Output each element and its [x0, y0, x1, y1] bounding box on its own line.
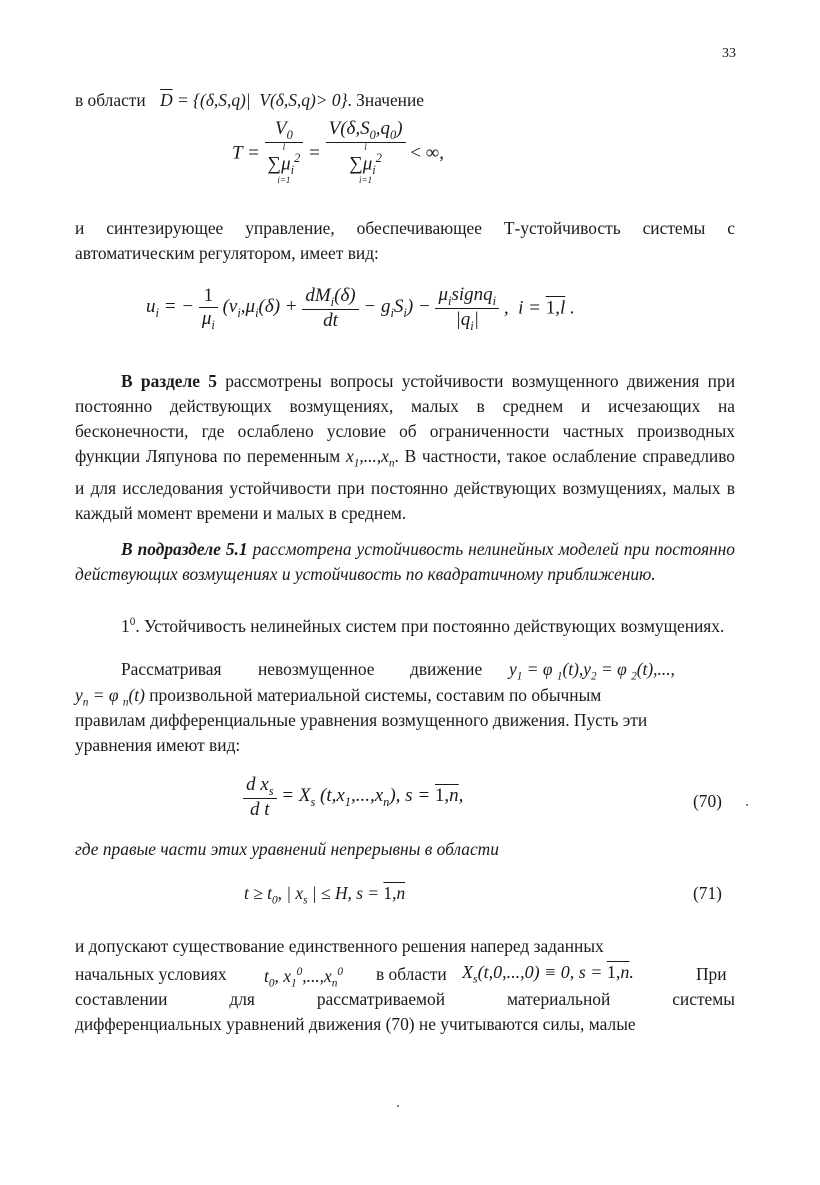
region-formula: $X_s(t,0,...,0) \equiv 0$, s = 1,n.: [462, 962, 634, 986]
synthesis-paragraph: и синтезирующее управление, обеспечивающее Т-устойчивость системы с автоматическим регулятором, имеет вид:: [75, 218, 735, 263]
t-formula: T = $V_0$ l $\sum\mu_i^2$ i=1 = $V(\delta,S_0,q_0)$ l $\sum\mu_i^2$ i=1 < ∞,: [232, 118, 445, 186]
where-paragraph: где правые части этих уравнений непрерывны в области: [75, 839, 499, 859]
consider-line2-text: произвольной материальной системы, составим по обычным: [144, 685, 602, 705]
domain-prefix: в области: [75, 90, 146, 110]
consider-w2: невозмущенное: [258, 659, 375, 679]
section5-paragraph: [75, 369, 735, 526]
domain-line: [75, 88, 735, 113]
item1-paragraph: $1^0$. Устойчивость нелинейных систем при постоянно действующих возмущениях.: [121, 615, 725, 636]
allow-line4: дифференциальных уравнений движения (70) не учитываются силы, малые: [75, 1014, 636, 1034]
consider-line3: правилам дифференциальные уравнения возмущенного движения. Пусть эти: [75, 710, 648, 730]
vars-formula: $x_1,...,x_n$: [346, 446, 395, 470]
domain-suffix: . Значение: [347, 90, 425, 110]
equation-70: $\frac{d x_s}{\text{d t}}$ = $X_s$ $(t,x_1,...,x_n)$, s = 1,n,: [243, 774, 463, 821]
subsection51-paragraph: [75, 537, 735, 587]
section5-lead: В разделе 5: [121, 371, 217, 391]
allow-line2c: При: [696, 964, 727, 984]
allow-line1: и допускают существование единственного решения наперед заданных: [75, 936, 604, 956]
equation-71: $t \ge t_0$, | $x_s$ | ≤ H, s = 1,n: [244, 883, 406, 907]
scan-speck: [397, 1105, 399, 1107]
page-number: 33: [722, 46, 736, 61]
motion-formula: $y_1 = \varphi$ $_1(t),y_2 = \varphi$ $_2$(t),...,: [509, 659, 675, 683]
allow-line2b: в области: [376, 964, 447, 984]
subsection51-lead: В подразделе 5.1: [121, 539, 248, 559]
section5-tail: . В частности, такое ослабление справедливо и для исследования устойчивости при постоянно действующих возмущениях, малых в каждый момент времени и малых в среднем.: [75, 446, 735, 524]
eq71-number: (71): [693, 883, 722, 903]
consider-w3: движение: [410, 659, 483, 679]
item1-text: . Устойчивость нелинейных систем при постоянно действующих возмущениях.: [135, 615, 725, 636]
domain-formula: $\overline{D} = \{(\delta,S,q)|$ V(δ,S,q)> 0}: [160, 90, 348, 110]
eq70-number: (70): [693, 791, 722, 811]
consider-w1: Рассматривая: [121, 659, 222, 679]
consider-line2: $y_n = \varphi$ $_n$(t) произвольной материальной системы, составим по обычным: [75, 685, 602, 709]
scan-speck: [746, 804, 748, 806]
control-law-formula: $u_i$ = − $\frac{1}{\mu_i}$ ($v_i,\mu_i(\delta)$ + $\frac{dM_i(\delta)}{dt}$ − $g_iS_i$) − $\frac{\mu_isignq_i}{|q_i|}$ , i = 1,l .: [146, 284, 575, 333]
subsection51-text: рассмотрена устойчивость нелинейных моделей при постоянно действующих возмущениях и устойчивость по квадратичному приближению.: [75, 539, 735, 584]
item1-mark: 1: [121, 615, 130, 636]
section5-text: рассмотрены вопросы устойчивости возмущенного движения при постоянно действующих возмущениях, малых в среднем и исчезающих на бесконечности, где ослаблено условие об ограниченности частных производных функции Ляпунова по переменным: [75, 371, 735, 466]
allow-line2a: начальных условиях: [75, 964, 227, 984]
consider-line4: уравнения имеют вид:: [75, 735, 241, 755]
allow-line3: составлении для рассматриваемой материальной системы: [75, 989, 735, 1009]
initial-conditions-formula: $t_0$, $x_1^0,...,x_n^0$: [264, 965, 344, 990]
